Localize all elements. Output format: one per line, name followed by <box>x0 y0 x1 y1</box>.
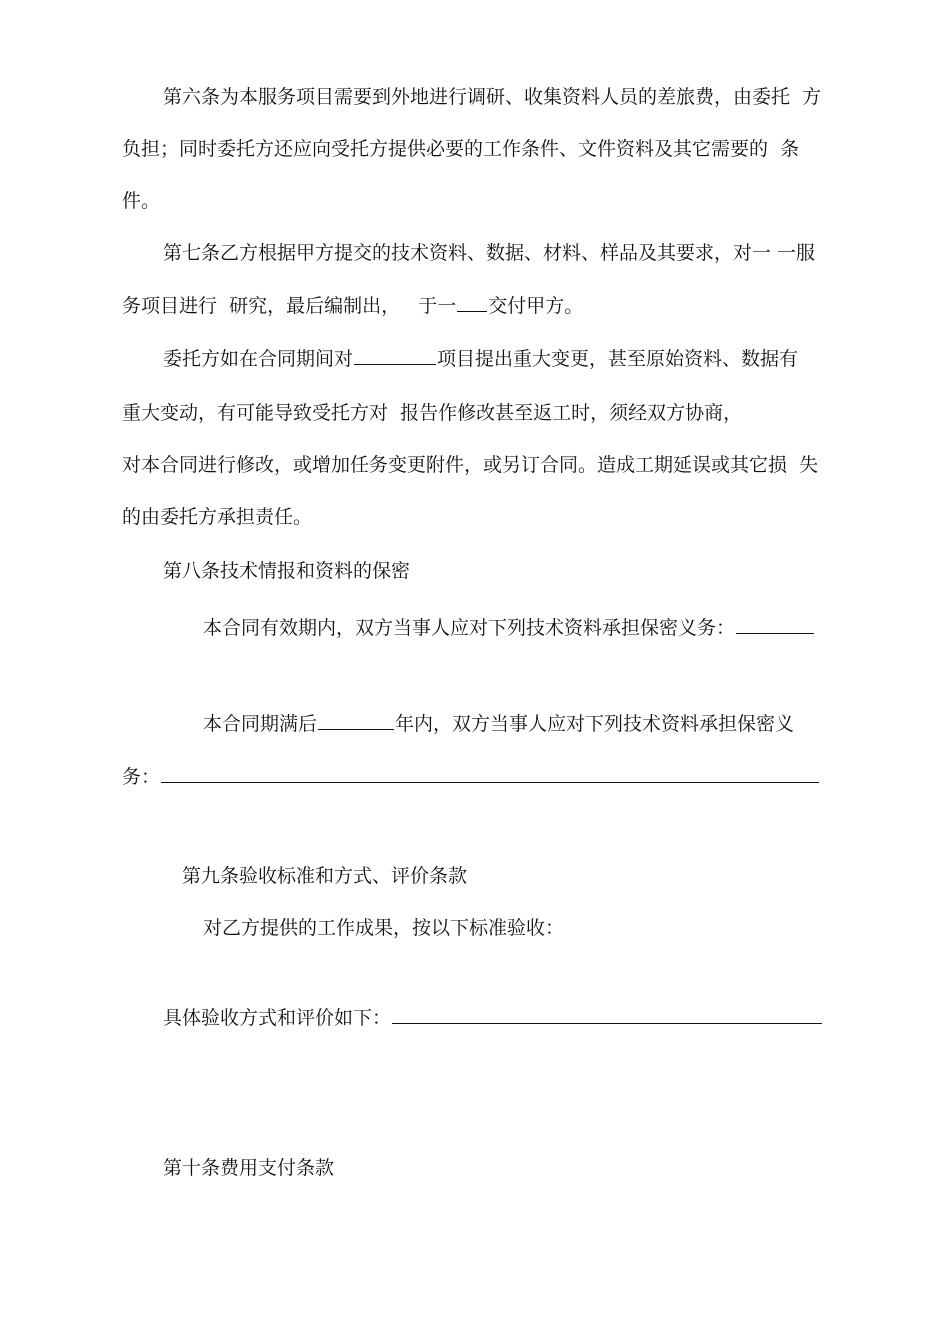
article6-line2: 负担；同时委托方还应向受托方提供必要的工作条件、文件资料及其它需要的 条 <box>122 138 800 160</box>
article6-line1: 第六条为本服务项目需要到外地进行调研、收集资料人员的差旅费，由委托 方 <box>163 86 822 108</box>
article8-after-term-text-b: 年内，双方当事人应对下列技术资料承担保密义 <box>395 713 795 735</box>
article7-line1: 第七条乙方根据甲方提交的技术资料、数据、材料、样品及其要求，对一 一服 <box>163 242 816 264</box>
article9-method <box>163 1005 823 1031</box>
change-clause-line1 <box>163 346 798 372</box>
confidential-materials-blank[interactable] <box>736 615 814 634</box>
article9-standard: 对乙方提供的工作成果，按以下标准验收： <box>203 917 565 939</box>
article6-line3: 件。 <box>122 190 161 212</box>
article7-line2-text-b: 交付甲方。 <box>488 295 584 317</box>
article8-after-term-text-a: 本合同期满后 <box>203 713 318 735</box>
project-name-blank[interactable] <box>354 346 436 365</box>
acceptance-method-blank[interactable] <box>392 1005 822 1024</box>
article10-heading: 第十条费用支付条款 <box>163 1157 335 1179</box>
article8-during-term <box>203 615 815 641</box>
article8-heading: 第八条技术情报和资料的保密 <box>163 560 411 582</box>
change-clause-text-a: 委托方如在合同期间对 <box>163 348 354 370</box>
change-clause-line2: 重大变动，有可能导致受托方对 报告作修改甚至返工时，须经双方协商， <box>122 402 743 424</box>
article8-after-term <box>203 711 794 737</box>
years-blank[interactable] <box>318 711 394 730</box>
change-clause-line4: 的由委托方承担责任。 <box>122 506 313 528</box>
change-clause-text-b: 项目提出重大变更，甚至原始资料、数据有 <box>437 348 799 370</box>
post-term-materials-blank[interactable] <box>161 764 819 783</box>
article8-after-term-text-c: 务： <box>122 766 161 788</box>
article8-during-term-text: 本合同有效期内，双方当事人应对下列技术资料承担保密义务： <box>203 617 736 639</box>
article7-line2-text-a: 务项目进行 研究，最后编制出， 于一 <box>122 295 457 317</box>
article8-after-term-cont <box>122 764 820 790</box>
article7-line2 <box>122 293 583 319</box>
article9-heading: 第九条验收标准和方式、评价条款 <box>182 865 468 887</box>
delivery-blank[interactable] <box>457 293 487 312</box>
article9-method-text: 具体验收方式和评价如下： <box>163 1007 392 1029</box>
change-clause-line3: 对本合同进行修改，或增加任务变更附件，或另订合同。造成工期延误或其它损 失 <box>122 454 819 476</box>
